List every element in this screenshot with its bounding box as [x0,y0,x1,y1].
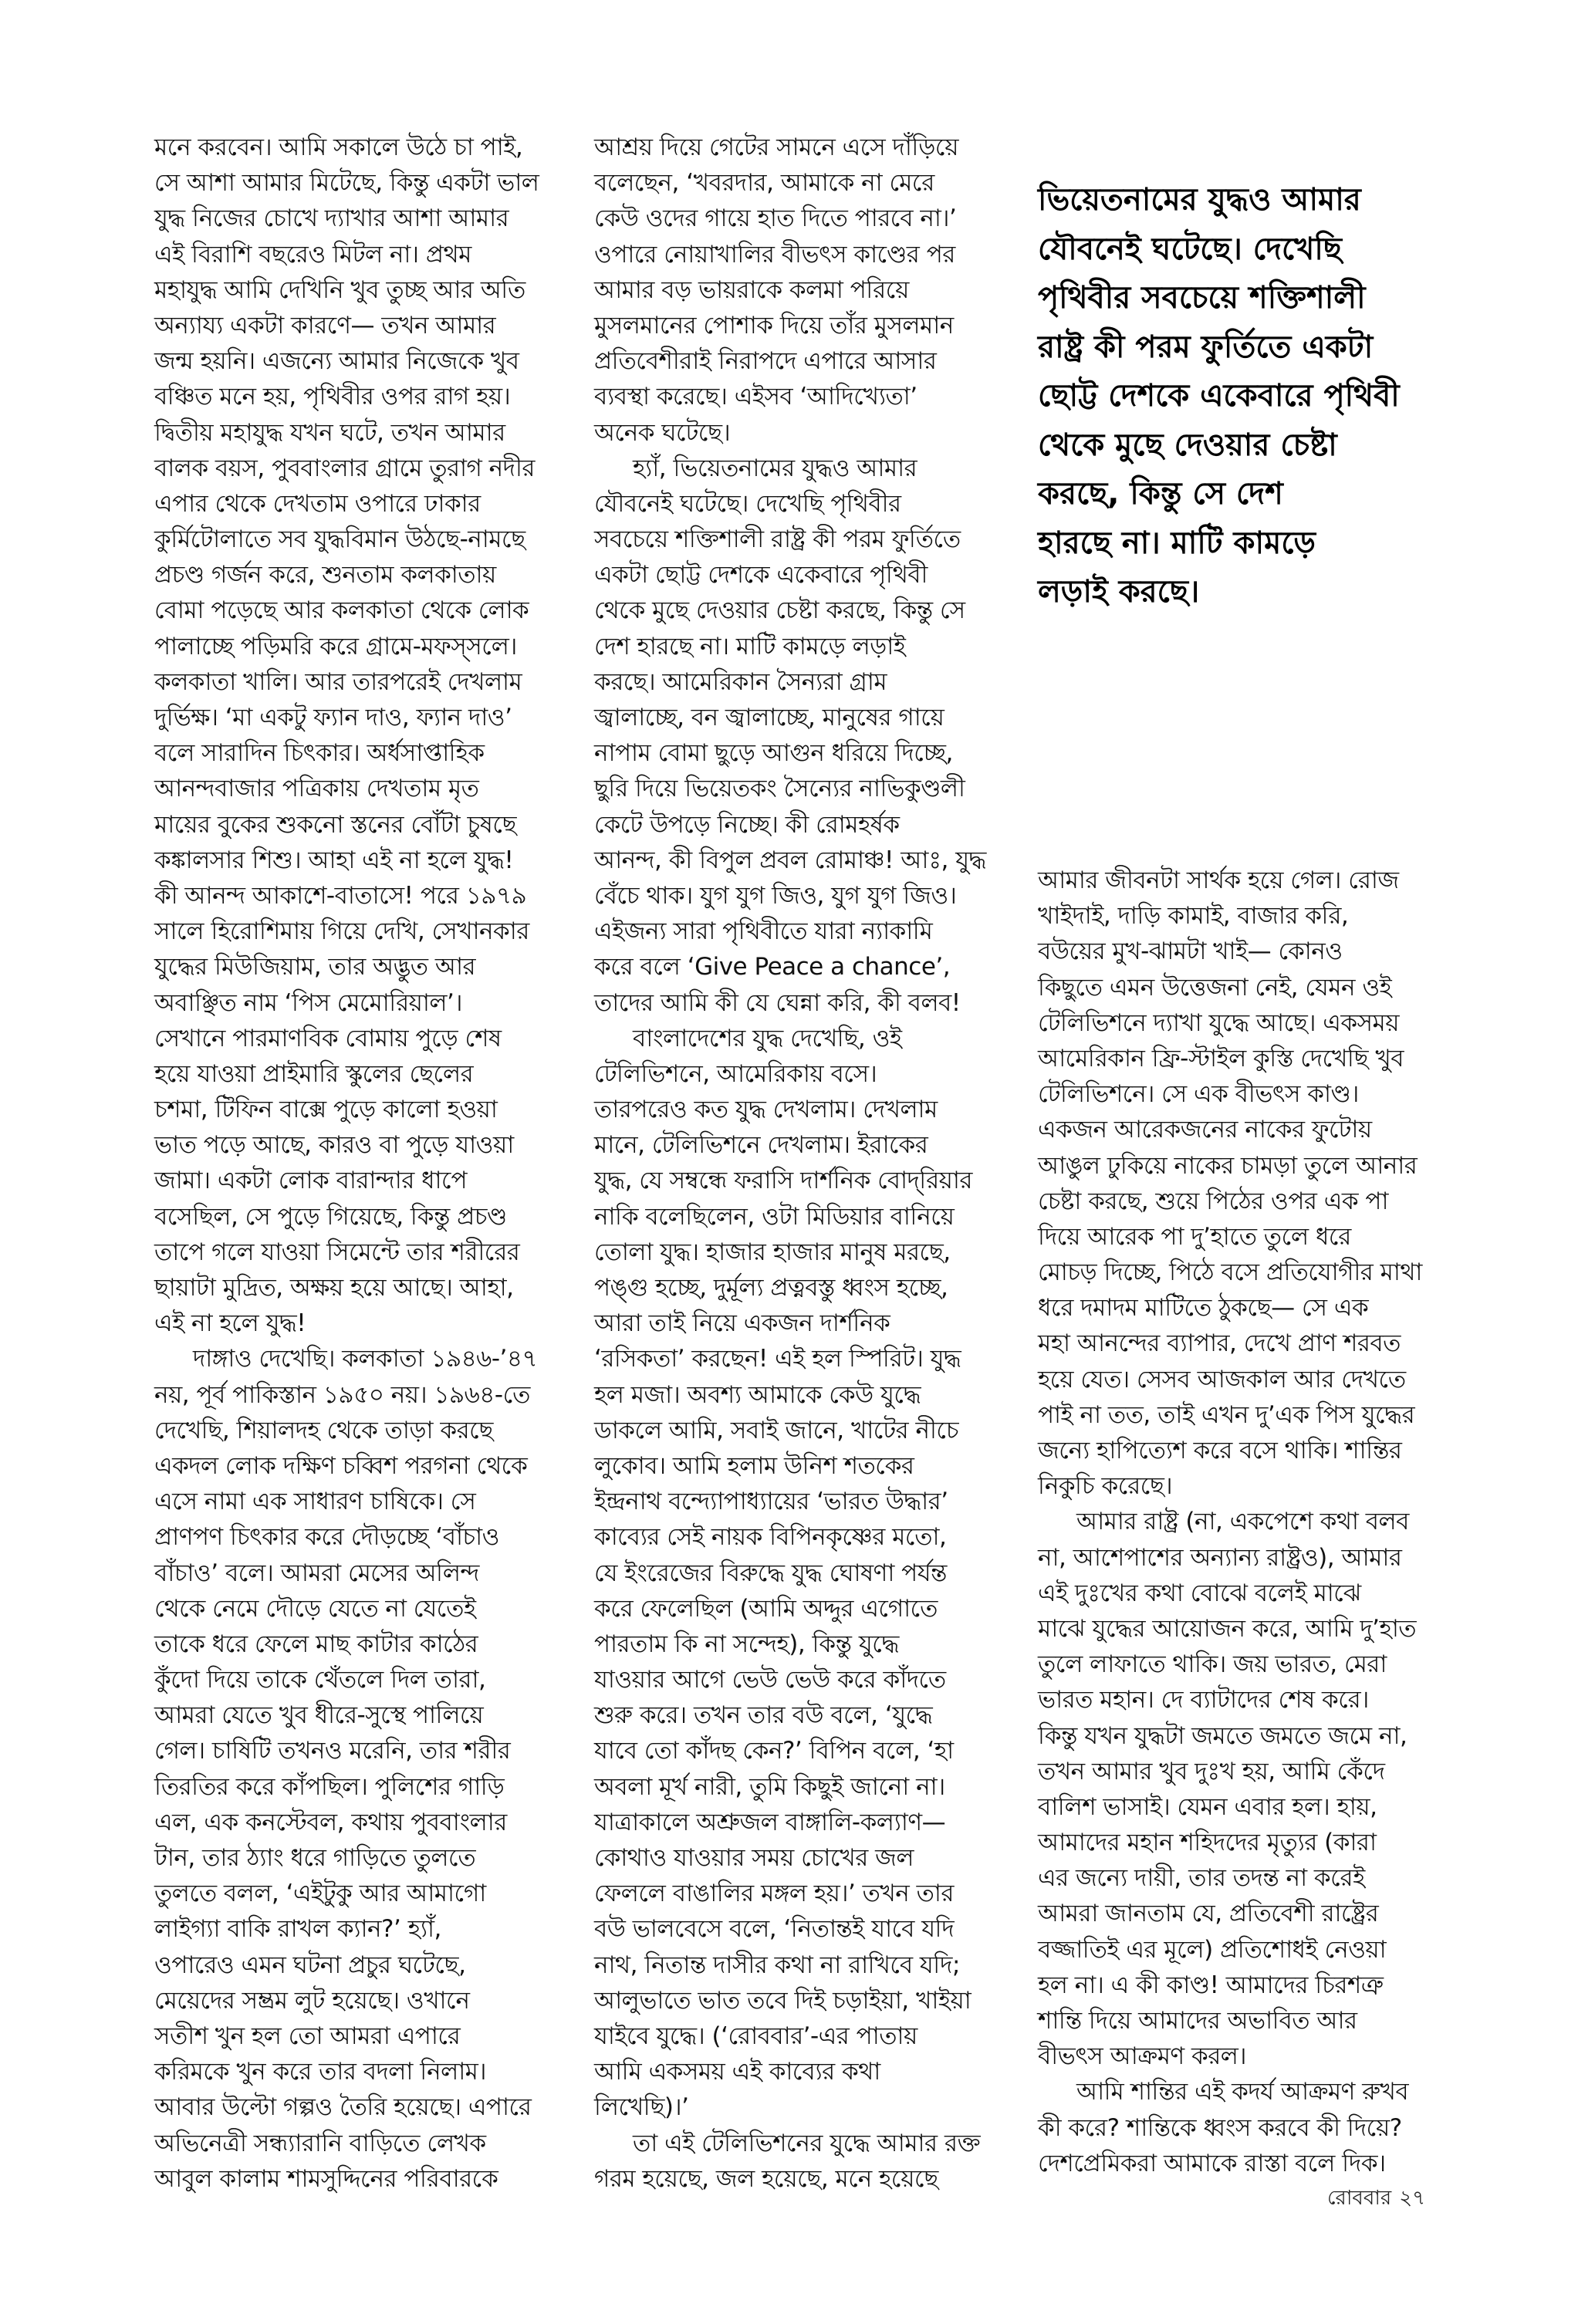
text-line: তুলে লাফাতে থাকি। জয় ভারত, মেরা [1038,1650,1387,1679]
text-line: করিমকে খুন করে তার বদলা নিলাম। [154,2058,486,2086]
text-line: পঙ্গু হচ্ছে, দুর্মূল্য প্রত্নবস্তু ধ্বংস হচ্ছে, [594,1274,948,1302]
text-line: লুকোব। আমি হলাম উনিশ শতকের [594,1451,914,1480]
text-line: কেউ ওদের গায়ে হাত দিতে পারবে না।’ [594,204,957,233]
text-line: আমি একসময় এই কাব্যের কথা [594,2058,880,2086]
text-line: এইজন্য সারা পৃথিবীতে যারা ন্যাকামি [594,917,933,946]
text-line: কাব্যের সেই নায়ক বিপিনকৃষ্ণের মতো, [594,1523,947,1552]
text-line: ‘রসিকতা’ করছেন! এই হল স্পিরিট। যুদ্ধ [594,1345,961,1373]
text-line: ফেললে বাঙালির মঙ্গল হয়।’ তখন তার [594,1880,954,1908]
text-line: যৌবনেই ঘটেছে। দেখেছি পৃথিবীর [594,489,901,518]
page-number: ২৭ [1399,2187,1425,2210]
text-line: আনন্দবাজার পত্রিকায় দেখতাম মৃত [154,775,479,803]
text-line: ইন্দ্রনাথ বন্দ্যোপাধ্যায়ের ‘ভারত উদ্ধার’ [594,1488,948,1516]
text-line: তিরতির করে কাঁপছিল। পুলিশের গাড়ি [154,1772,505,1801]
text-line: তাদের আমি কী যে ঘেন্না করি, কী বলব! [594,988,961,1017]
text-line: করে বলে ‘Give Peace a chance’, [594,953,951,981]
text-line: যুদ্ধ, যে সম্বন্ধে ফরাসি দার্শনিক বোদ্‌রিয়ার [594,1167,972,1195]
text-line: মানে, টেলিভিশনে দেখলাম। ইরাকের [594,1131,928,1160]
text-line: ভারত মহান। দে ব্যাটাদের শেষ করে। [1038,1686,1369,1714]
text-line: হয়ে যেত। সেসব আজকাল আর দেখতে [1038,1365,1406,1393]
text-line: কলকাতা খালি। আর তারপরেই দেখলাম [154,667,522,696]
text-line: এল, এক কনস্টেবল, কথায় পুববাংলার [154,1808,507,1836]
text-line: তাকে ধরে ফেলে মাছ কাটার কাঠের [154,1630,478,1658]
text-line: মোচড় দিচ্ছে, পিঠে বসে প্রতিযোগীর মাথা [1038,1258,1422,1287]
text-line: দুর্ভিক্ষ। ‘মা একটু ফ্যান দাও, ফ্যান দাও’ [154,704,512,731]
pull-quote-line: রাষ্ট্র কী পরম ফুর্তিতে একটা [1038,329,1374,365]
text-line: কোথাও যাওয়ার সময় চোখের জল [594,1844,914,1872]
article-column-3 [1038,863,1493,2181]
text-line: আমরা জানতাম যে, প্রতিবেশী রাষ্ট্রের [1038,1900,1379,1928]
text-line: বোমা পড়েছে আর কলকাতা থেকে লোক [154,596,529,625]
text-line: এপার থেকে দেখতাম ওপারে ঢাকার [154,489,481,518]
text-line: তারপরেও কত যুদ্ধ দেখলাম। দেখলাম [594,1096,938,1124]
text-line: হল মজা। অবশ্য আমাকে কেউ যুদ্ধে [594,1380,921,1409]
pull-quote-line: যৌবনেই ঘটেছে। দেখেছি [1038,231,1343,267]
text-line: দেশ হারছে না। মাটি কামড়ে লড়াই [594,632,906,660]
text-line: অবাঞ্ছিত নাম ‘পিস মেমোরিয়াল’। [154,988,462,1017]
text-line: জন্ম হয়নি। এজন্যে আমার নিজেকে খুব [154,347,519,376]
text-line: জন্যে হাপিত্যেশ করে বসে থাকি। শান্তির [1038,1437,1402,1464]
text-line: বীভৎস আক্রমণ করল। [1038,2042,1246,2071]
text-line: ডাকলে আমি, সবাই জানে, খাটের নীচে [594,1416,959,1444]
text-line: টান, তার ঠ্যাং ধরে গাড়িতে তুলতে [154,1844,476,1872]
text-line: কুঁদো দিয়ে তাকে থেঁতলে দিল তারা, [154,1666,486,1694]
text-line: বঞ্চিত মনে হয়, পৃথিবীর ওপর রাগ হয়। [154,383,511,411]
text-line: মনে করবেন। আমি সকালে উঠে চা পাই, [154,133,523,161]
pull-quote-line: ভিয়েতনামের যুদ্ধও আমার [1038,182,1361,218]
text-line: সবচেয়ে শক্তিশালী রাষ্ট্র কী পরম ফুর্তিতে [594,525,961,554]
text-line: আমার জীবনটা সার্থক হয়ে গেল। রোজ [1038,866,1399,894]
text-line: কিন্তু যখন যুদ্ধটা জমতে জমতে জমে না, [1038,1721,1407,1750]
text-line: বউ ভালবেসে বলে, ‘নিতান্তই যাবে যদি [594,1915,955,1944]
text-line: আমার রাষ্ট্র (না, একপেশে কথা বলব [1076,1508,1409,1536]
text-line: গেল। চাষিটি তখনও মরেনি, তার শরীর [154,1737,511,1765]
article-column-2 [594,130,1003,2197]
text-line: থেকে মুছে দেওয়ার চেষ্টা করছে, কিন্তু সে [594,596,965,625]
text-line: জ্বালাচ্ছে, বন জ্বালাচ্ছে, মানুষের গায়ে [594,704,944,731]
text-line: যাওয়ার আগে ভেউ ভেউ করে কাঁদতে [594,1666,946,1694]
text-line: মহাযুদ্ধ আমি দেখিনি খুব তুচ্ছ আর অতি [154,275,525,304]
text-line: সালে হিরোশিমায় গিয়ে দেখি, সেখানকার [154,917,529,946]
text-line: শুরু করে। তখন তার বউ বলে, ‘যুদ্ধে [594,1701,933,1730]
text-line: তখন আমার খুব দুঃখ হয়, আমি কেঁদে [1038,1757,1385,1785]
text-line: টেলিভিশনে, আমেরিকায় বসে। [594,1059,877,1088]
text-line: এসে নামা এক সাধারণ চাষিকে। সে [154,1488,476,1516]
text-line: আবুল কালাম শামসুদ্দিনের পরিবারকে [154,2164,498,2193]
text-line: কী করে? শান্তিকে ধ্বংস করবে কী দিয়ে? [1038,2113,1402,2142]
text-line: আবার উল্টো গল্পও তৈরি হয়েছে। এপারে [154,2093,532,2122]
text-line: তা এই টেলিভিশনের যুদ্ধে আমার রক্ত [633,2129,981,2157]
text-line: আরা তাই নিয়ে একজন দার্শনিক [594,1309,890,1338]
text-line: বাংলাদেশের যুদ্ধ দেখেছি, ওই [633,1024,902,1052]
text-line: এই না হলে যুদ্ধ! [154,1309,306,1338]
text-line: হয়ে যাওয়া প্রাইমারি স্কুলের ছেলের [154,1059,474,1088]
text-line: না, আশেপাশের অন্যান্য রাষ্ট্রও), আমার [1038,1543,1402,1572]
text-line: কিছুতে এমন উত্তেজনা নেই, যেমন ওই [1038,973,1392,1002]
text-line: যুদ্ধ নিজের চোখে দ্যাখার আশা আমার [154,204,509,233]
text-line: একটা ছোট্ট দেশকে একেবারে পৃথিবী [594,561,928,589]
text-line: শান্তি দিয়ে আমাদের অভাবিত আর [1038,2007,1357,2035]
text-line: নিকুচি করেছে। [1038,1472,1173,1501]
text-line: বলেছেন, ‘খবরদার, আমাকে না মেরে [594,169,934,198]
text-line: চেষ্টা করছে, শুয়ে পিঠের ওপর এক পা [1038,1187,1388,1215]
text-line: যাত্রাকালে অশ্রুজল বাঙ্গালি-কল্যাণ— [594,1808,946,1836]
text-line: দ্বিতীয় মহাযুদ্ধ যখন ঘটে, তখন আমার [154,418,505,447]
text-line: দেশপ্রেমিকরা আমাকে রাস্তা বলে দিক। [1038,2149,1386,2177]
text-line: এই বিরাশি বছরেও মিটল না। প্রথম [154,240,471,269]
text-line: একজন আরেকজনের নাকের ফুটোয় [1038,1116,1372,1144]
text-line: টেলিভিশনে। সে এক বীভৎস কাণ্ড। [1038,1080,1359,1109]
text-line: তাপে গলে যাওয়া সিমেন্টে তার শরীরের [154,1238,520,1266]
pull-quote-line: হারছে না। মাটি কামড়ে [1038,525,1316,561]
text-line: বালিশ ভাসাই। যেমন এবার হল। হায়, [1038,1792,1377,1821]
page-footer [1327,2182,1433,2216]
pull-quote-line: ছোট্ট দেশকে একেবারে পৃথিবী [1038,378,1400,414]
text-line: মেয়েদের সম্ভ্রম লুট হয়েছে। ওখানে [154,1986,470,2015]
text-line: বউয়ের মুখ-ঝামটা খাই— কোনও [1038,937,1343,966]
text-line: মহা আনন্দের ব্যাপার, দেখে প্রাণ শরবত [1038,1329,1401,1358]
text-line: ওপারেও এমন ঘটনা প্রচুর ঘটেছে, [154,1951,466,1979]
text-line: করে ফেলেছিল (আমি অদ্দুর এগোতে [594,1594,938,1623]
text-line: পারতাম কি না সন্দেহ), কিন্তু যুদ্ধে [594,1630,899,1658]
text-line: নাকি বলেছিলেন, ওটা মিডিয়ার বানিয়ে [594,1202,955,1231]
text-line: যাবে তো কাঁদছ কেন?’ বিপিন বলে, ‘হা [594,1737,954,1765]
text-line: লিখেছি)।’ [594,2093,689,2122]
text-line: টেলিভিশনে দ্যাখা যুদ্ধে আছে। একসময় [1038,1008,1399,1037]
text-line: বালক বয়স, পুববাংলার গ্রামে তুরাগ নদীর [154,454,535,482]
text-line: পাই না তত, তাই এখন দু’এক পিস যুদ্ধের [1038,1400,1415,1429]
text-line: জামা। একটা লোক বারান্দার ধাপে [154,1167,467,1195]
text-line: মাঝে যুদ্ধের আয়োজন করে, আমি দু’হাত [1038,1614,1417,1643]
text-line: কেটে উপড়ে নিচ্ছে। কী রোমহর্ষক [594,810,900,839]
text-line: আমি শান্তির এই কদর্য আক্রমণ রুখব [1076,2078,1409,2106]
text-line: বলে সারাদিন চিৎকার। অর্ধসাপ্তাহিক [154,739,485,768]
text-line: যুদ্ধের মিউজিয়াম, তার অদ্ভুত আর [154,953,476,981]
text-line: মুসলমানের পোশাক দিয়ে তাঁর মুসলমান [594,311,954,339]
text-line: করছে। আমেরিকান সৈন্যরা গ্রাম [594,667,887,696]
text-line: হ্যাঁ, ভিয়েতনামের যুদ্ধও আমার [633,454,917,482]
pull-quote-line: করছে, কিন্তু সে দেশ [1038,476,1283,512]
publication-name: রোববার [1327,2187,1392,2210]
text-line: কুর্মিটোলাতে সব যুদ্ধবিমান উঠছে-নামছে [154,525,525,554]
text-line: অবলা মূর্খ নারী, তুমি কিছুই জানো না। [594,1772,945,1801]
text-line: যাইবে যুদ্ধে। (‘রোববার’-এর পাতায় [594,2022,917,2050]
text-line: প্রচণ্ড গর্জন করে, শুনতাম কলকাতায় [154,561,496,589]
text-line: অন্যায্য একটা কারণে— তখন আমার [154,311,496,339]
text-line: থেকে নেমে দৌড়ে যেতে না যেতেই [154,1594,476,1623]
text-line: ওপারে নোয়াখালির বীভৎস কাণ্ডের পর [594,240,955,269]
text-line: আনন্দ, কী বিপুল প্রবল রোমাঞ্চ! আঃ, যুদ্ধ [594,846,986,874]
text-line: নয়, পূর্ব পাকিস্তান ১৯৫০ নয়। ১৯৬৪-তে [154,1380,530,1409]
text-line: আলুভাতে ভাত তবে দিই চড়াইয়া, খাইয়া [594,1986,972,2015]
text-line: পালাচ্ছে পড়িমরি করে গ্রামে-মফস্‌সলে। [154,632,517,660]
text-line: বাঁচাও’ বলে। আমরা মেসের অলিন্দ [154,1559,479,1587]
text-line: আমাদের মহান শহিদদের মৃত্যুর (কারা [1038,1829,1377,1857]
text-line: এর জন্যে দায়ী, তার তদন্ত না করেই [1038,1864,1365,1893]
text-line: অনেক ঘটেছে। [594,418,731,447]
text-line: সেখানে পারমাণবিক বোমায় পুড়ে শেষ [154,1024,502,1052]
text-line: কী আনন্দ আকাশে-বাতাসে! পরে ১৯৭৯ [154,881,527,910]
text-line: চশমা, টিফিন বাক্সে পুড়ে কালো হওয়া [154,1096,498,1124]
text-line: আঙুল ঢুকিয়ে নাকের চামড়া তুলে আনার [1038,1151,1418,1180]
text-line: অভিনেত্রী সন্ধ্যারানি বাড়িতে লেখক [154,2129,486,2157]
pull-quote-line: থেকে মুছে দেওয়ার চেষ্টা [1038,427,1337,463]
text-line: এই দুঃখের কথা বোঝে বলেই মাঝে [1038,1579,1361,1607]
text-line: দিয়ে আরেক পা দু’হাতে তুলে ধরে [1038,1222,1351,1251]
text-line: কঙ্কালসার শিশু। আহা এই না হলে যুদ্ধ! [154,846,514,874]
text-line: দাঙ্গাও দেখেছি। কলকাতা ১৯৪৬-’৪৭ [193,1345,538,1373]
text-line: আশ্রয় দিয়ে গেটের সামনে এসে দাঁড়িয়ে [594,133,959,161]
text-line: ছায়াটা মুদ্রিত, অক্ষয় হয়ে আছে। আহা, [154,1274,514,1302]
pull-quote-line: লড়াই করছে। [1038,574,1200,610]
text-line: সে আশা আমার মিটেছে, কিন্তু একটা ভাল [154,169,539,198]
text-line: ছুরি দিয়ে ভিয়েতকং সৈন্যের নাভিকুণ্ডলী [594,775,965,803]
text-line: বসেছিল, সে পুড়ে গিয়েছে, কিন্তু প্রচণ্ড [154,1202,507,1231]
pull-quote [1038,176,1516,617]
text-line: আমেরিকান ফ্রি-স্টাইল কুস্তি দেখেছি খুব [1038,1044,1404,1072]
text-line: নাপাম বোমা ছুড়ে আগুন ধরিয়ে দিচ্ছে, [594,739,953,768]
text-line: তোলা যুদ্ধ। হাজার হাজার মানুষ মরছে, [594,1238,951,1266]
text-line: আমরা যেতে খুব ধীরে-সুস্থে পালিয়ে [154,1701,484,1730]
article-column-1 [154,130,563,2197]
text-line: তুলতে বলল, ‘এইটুকু আর আমাগো [154,1880,486,1908]
text-line: ধরে দমাদম মাটিতে ঠুকছে— সে এক [1038,1294,1369,1322]
text-line: একদল লোক দক্ষিণ চব্বিশ পরগনা থেকে [154,1451,528,1480]
text-line: নাথ, নিতান্ত দাসীর কথা না রাখিবে যদি; [594,1951,960,1979]
text-line: মায়ের বুকের শুকনো স্তনের বোঁটা চুষছে [154,810,517,839]
text-line: সতীশ খুন হল তো আমরা এপারে [154,2022,461,2050]
text-line: প্রতিবেশীরাই নিরাপদে এপারে আসার [594,347,937,376]
text-line: দেখেছি, শিয়ালদহ থেকে তাড়া করছে [154,1416,493,1444]
text-line: আমার বড় ভায়রাকে কলমা পরিয়ে [594,275,909,304]
text-line: যে ইংরেজের বিরুদ্ধে যুদ্ধ ঘোষণা পর্যন্ত [594,1559,947,1587]
text-line: বজ্জাতিই এর মূলে) প্রতিশোধই নেওয়া [1038,1935,1387,1964]
text-line: ব্যবস্থা করেছে। এইসব ‘আদিখ্যেতা’ [594,383,917,411]
text-line: লাইগ্যা বাকি রাখল ক্যান?’ হ্যাঁ, [154,1915,441,1944]
text-line: হল না। এ কী কাণ্ড! আমাদের চিরশত্রু [1038,1971,1384,1999]
text-line: প্রাণপণ চিৎকার করে দৌড়চ্ছে ‘বাঁচাও [154,1523,499,1552]
text-line: ভাত পড়ে আছে, কারও বা পুড়ে যাওয়া [154,1131,514,1160]
text-line: খাইদাই, দাড়ি কামাই, বাজার করি, [1038,902,1349,931]
pull-quote-line: পৃথিবীর সবচেয়ে শক্তিশালী [1038,280,1366,316]
text-line: বেঁচে থাক। যুগ যুগ জিও, যুগ যুগ জিও। [594,881,957,910]
text-line: গরম হয়েছে, জল হয়েছে, মনে হয়েছে [594,2164,938,2193]
